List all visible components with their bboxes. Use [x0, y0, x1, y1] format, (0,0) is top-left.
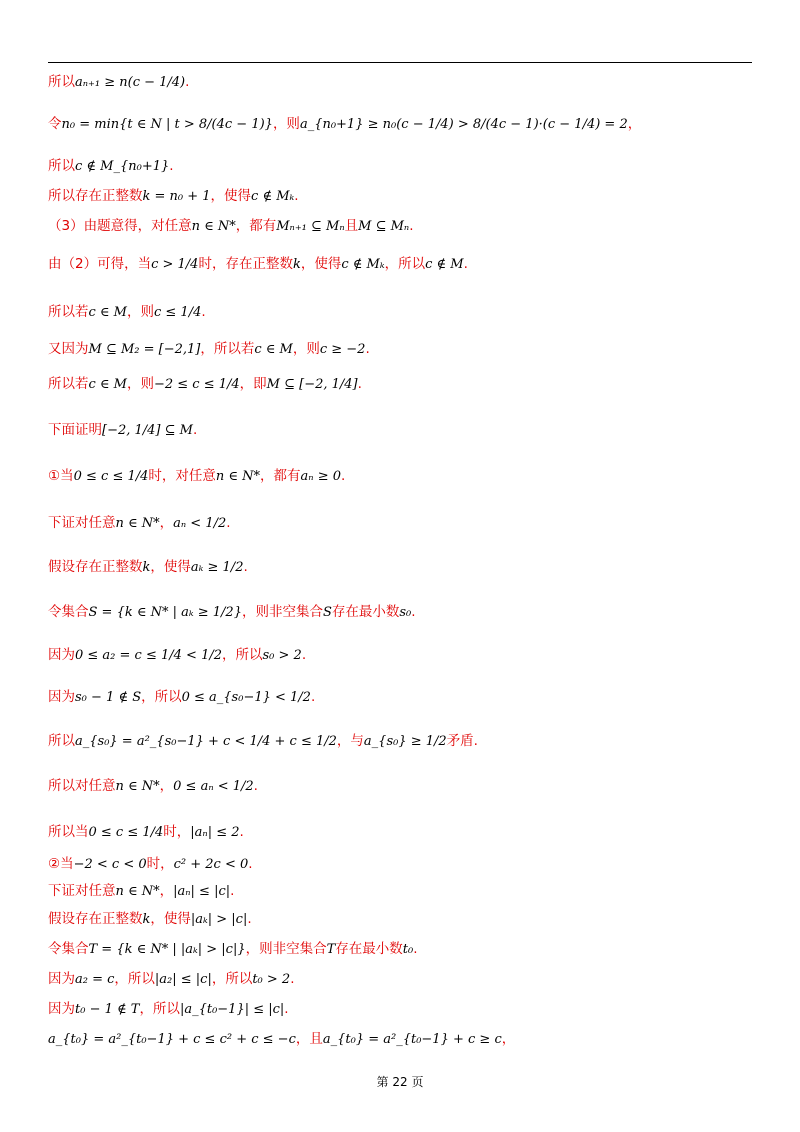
math-expression: a_{s₀} ≥ 1/2: [363, 734, 447, 749]
text-line: [48, 885, 752, 899]
text-line: [48, 424, 752, 438]
math-expression: |aₙ| ≤ 2: [190, 825, 240, 840]
line-text: 时，对任意: [148, 468, 216, 484]
text-line: [48, 735, 752, 749]
line-text: .: [463, 256, 468, 272]
math-expression: n ∈ N*: [191, 219, 236, 234]
math-expression: t₀: [402, 942, 414, 957]
line-text: .: [290, 971, 295, 987]
line-text: ，: [159, 778, 174, 794]
line-text: ，则非空集合: [241, 604, 323, 620]
math-expression: [−2, 1/4] ⊆ M: [102, 423, 193, 438]
line-text: .: [365, 341, 370, 357]
line-text: .: [230, 883, 235, 899]
line-text: ，所以: [139, 1001, 180, 1017]
line-text: .: [247, 911, 252, 927]
line-text: 令: [48, 116, 62, 132]
math-expression: s₀ > 2: [262, 648, 302, 663]
math-expression: c > 1/4: [151, 257, 199, 272]
math-expression: a_{s₀} = a²_{s₀−1} + c < 1/4 + c ≤ 1/2: [75, 734, 337, 749]
math-expression: c ∉ Mₖ: [341, 257, 385, 272]
math-expression: a_{t₀} = a²_{t₀−1} + c ≥ c: [322, 1032, 502, 1047]
math-expression: |a₂| ≤ |c|: [154, 972, 212, 987]
math-expression: c ∈ M: [88, 377, 127, 392]
line-text: 所以: [48, 158, 75, 174]
line-text: .: [185, 74, 190, 90]
text-line: [48, 343, 752, 357]
line-text: .: [301, 647, 307, 663]
line-text: .: [357, 376, 362, 392]
math-expression: aₙ < 1/2: [173, 516, 227, 531]
header-rule: [48, 62, 752, 63]
line-text: ，: [159, 515, 174, 531]
line-text: ，都有: [260, 468, 301, 484]
line-text: ，所以: [384, 256, 426, 272]
text-line: [48, 517, 752, 531]
math-expression: s₀: [399, 605, 412, 620]
line-text: .: [239, 824, 244, 840]
line-text: 因为: [48, 1001, 75, 1017]
math-expression: S = {k ∈ N* | aₖ ≥ 1/2}: [88, 605, 242, 620]
math-expression: t₀ − 1 ∉ T: [75, 1002, 140, 1017]
line-text: ②当: [48, 856, 74, 872]
line-text: .: [294, 188, 299, 204]
math-expression: c² + 2c < 0: [173, 857, 249, 872]
line-text: ，则非空集合: [245, 941, 327, 957]
text-line: [48, 470, 752, 484]
line-text: ，使得: [300, 256, 342, 272]
text-line: [48, 220, 752, 234]
math-expression: M ⊆ Mₙ: [358, 219, 410, 234]
line-text: .: [411, 604, 416, 620]
line-text: .: [192, 422, 198, 438]
line-text: ，所以: [211, 971, 253, 987]
line-text: ，: [627, 116, 642, 132]
line-text: ，: [159, 883, 174, 899]
math-expression: n ∈ N*: [115, 884, 160, 899]
math-expression: n ∈ N*: [115, 779, 160, 794]
math-expression: a₂ = c: [75, 972, 115, 987]
line-text: 所以存在正整数: [48, 188, 143, 204]
line-text: ，都有: [235, 218, 277, 234]
math-expression: |a_{t₀−1}| ≤ |c|: [179, 1002, 285, 1017]
line-text: ，所以若: [200, 341, 255, 357]
math-expression: k: [142, 560, 151, 575]
math-expression: T: [326, 942, 336, 957]
math-expression: c ∉ M_{n₀+1}: [75, 159, 170, 174]
line-text: 所以当: [48, 824, 89, 840]
line-text: 时，存在正整数: [198, 256, 293, 272]
text-line: [48, 76, 752, 90]
line-text: ，所以: [222, 647, 263, 663]
math-expression: aₙ₊₁ ≥ n(c − 1/4): [75, 75, 186, 90]
math-expression: 0 ≤ c ≤ 1/4: [73, 469, 149, 484]
text-line: [48, 780, 752, 794]
line-text: 下证对任意: [48, 515, 116, 531]
line-text: 因为: [48, 689, 75, 705]
text-line: [48, 561, 752, 575]
text-line: [48, 1033, 752, 1047]
math-expression: aₙ ≥ 0: [300, 469, 341, 484]
line-text: （3）由题意得，对任意: [48, 218, 192, 234]
line-text: 令集合: [48, 604, 89, 620]
math-expression: c ≥ −2: [319, 342, 366, 357]
text-line: [48, 1003, 752, 1017]
text-line: [48, 826, 752, 840]
page-number: 第 22 页: [376, 1075, 424, 1089]
line-text: .: [169, 158, 174, 174]
text-line: [48, 306, 752, 320]
math-expression: S: [322, 605, 332, 620]
line-text: .: [341, 468, 346, 484]
line-text: 因为: [48, 971, 75, 987]
text-line: [48, 943, 752, 957]
math-expression: Mₙ₊₁ ⊆ Mₙ: [276, 219, 345, 234]
math-expression: a_{t₀} = a²_{t₀−1} + c ≤ c² + c ≤ −c: [48, 1032, 296, 1047]
math-expression: −2 ≤ c ≤ 1/4: [153, 377, 240, 392]
math-expression: n ∈ N*: [215, 469, 261, 484]
line-text: 时，: [146, 856, 174, 872]
line-text: ，使得: [210, 188, 252, 204]
text-line: [48, 973, 752, 987]
line-text: 且: [344, 218, 359, 234]
line-text: ，所以: [141, 689, 182, 705]
text-line: [48, 258, 752, 272]
math-expression: c ∈ M: [254, 342, 293, 357]
line-text: .: [310, 689, 316, 705]
line-text: .: [253, 778, 258, 794]
math-expression: c ∉ M: [425, 257, 464, 272]
math-expression: a_{n₀+1} ≥ n₀(c − 1/4) > 8/(4c − 1)·(c − 1/4) = 2: [299, 117, 628, 132]
math-expression: s₀ − 1 ∉ S: [75, 690, 142, 705]
math-expression: M ⊆ [−2, 1/4]: [266, 377, 358, 392]
line-text: 因为: [48, 647, 75, 663]
line-text: ，使得: [150, 911, 191, 927]
line-text: 所以对任意: [48, 778, 116, 794]
line-text: .: [409, 218, 414, 234]
math-expression: c ∈ M: [88, 305, 127, 320]
math-expression: c ≤ 1/4: [153, 305, 202, 320]
line-text: 假设存在正整数: [48, 559, 143, 575]
text-line: [48, 606, 752, 620]
line-text: ，则: [292, 341, 320, 357]
line-text: ，且: [295, 1031, 323, 1047]
line-text: .: [226, 515, 231, 531]
math-expression: 0 ≤ a₂ = c ≤ 1/4 < 1/2: [75, 648, 222, 663]
text-line: [48, 858, 752, 872]
text-line: [48, 190, 752, 204]
math-expression: −2 < c < 0: [73, 857, 147, 872]
line-text: 下面证明: [48, 422, 102, 438]
math-expression: 0 ≤ aₙ < 1/2: [173, 779, 254, 794]
line-text: 时，: [163, 824, 191, 840]
math-expression: k = n₀ + 1: [142, 189, 211, 204]
math-expression: t₀ > 2: [252, 972, 291, 987]
line-text: ，所以: [114, 971, 155, 987]
line-text: .: [201, 304, 206, 320]
line-text: .: [284, 1001, 289, 1017]
text-line: [48, 378, 752, 392]
math-expression: k: [142, 912, 151, 927]
text-line: [48, 649, 752, 663]
line-text: 所以: [48, 74, 75, 90]
line-text: 又因为: [48, 341, 89, 357]
math-expression: c ∉ Mₖ: [251, 189, 295, 204]
line-text: ，与: [336, 733, 364, 749]
math-expression: T = {k ∈ N* | |aₖ| > |c|}: [88, 942, 246, 957]
text-line: [48, 118, 752, 132]
math-expression: n₀ = min{t ∈ N | t > 8/(4c − 1)}: [61, 117, 273, 132]
math-expression: 0 ≤ c ≤ 1/4: [88, 825, 164, 840]
text-line: [48, 913, 752, 927]
line-text: ，则: [272, 116, 300, 132]
line-text: 存在最小数: [331, 604, 400, 620]
line-text: 令集合: [48, 941, 89, 957]
line-text: ，则: [126, 304, 154, 320]
math-expression: M ⊆ M₂ = [−2,1]: [88, 342, 201, 357]
line-text: 所以若: [48, 376, 89, 392]
line-text: ，使得: [150, 559, 191, 575]
line-text: ，即: [239, 376, 267, 392]
math-expression: |aₙ| ≤ |c|: [173, 884, 231, 899]
line-text: 下证对任意: [48, 883, 116, 899]
line-text: .: [413, 941, 418, 957]
line-text: 矛盾.: [446, 733, 478, 749]
line-text: 由（2）可得，当: [48, 256, 152, 272]
line-text: 所以若: [48, 304, 89, 320]
text-line: [48, 691, 752, 705]
line-text: 假设存在正整数: [48, 911, 143, 927]
math-expression: k: [292, 257, 301, 272]
line-text: 存在最小数: [335, 941, 403, 957]
math-expression: 0 ≤ a_{s₀−1} < 1/2: [181, 690, 311, 705]
line-text: ①当: [48, 468, 74, 484]
line-text: ，则: [126, 376, 154, 392]
line-text: .: [243, 559, 248, 575]
math-expression: aₖ ≥ 1/2: [190, 560, 244, 575]
text-line: [48, 160, 752, 174]
math-expression: n ∈ N*: [115, 516, 160, 531]
math-expression: |aₖ| > |c|: [190, 912, 248, 927]
line-text: .: [248, 856, 253, 872]
line-text: ，: [501, 1031, 516, 1047]
line-text: 所以: [48, 733, 75, 749]
